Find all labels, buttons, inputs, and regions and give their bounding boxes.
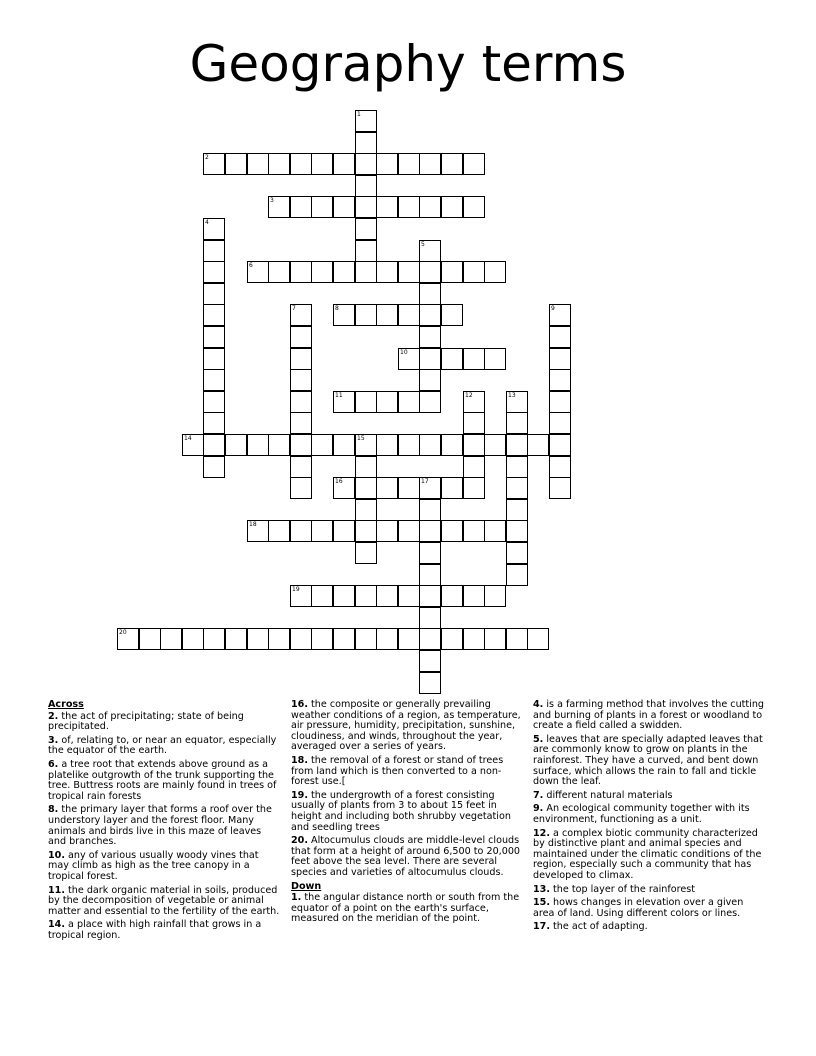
crossword-cell[interactable] [419, 607, 441, 629]
down-clue [533, 804, 767, 825]
crossword-cell[interactable] [247, 434, 269, 456]
crossword-cell[interactable] [419, 564, 441, 586]
crossword-cell[interactable] [398, 304, 420, 326]
crossword-cell[interactable] [506, 520, 528, 542]
crossword-cell[interactable] [376, 304, 398, 326]
clue-number: 9. [533, 803, 544, 815]
crossword-cell[interactable] [419, 650, 441, 672]
crossword-cell[interactable] [203, 283, 225, 305]
clue-number: 6. [48, 758, 59, 770]
clue-text: of, relating to, or near an equator, especially the equator of the earth. [48, 734, 277, 757]
crossword-cell[interactable] [463, 412, 485, 434]
crossword-cell[interactable] [506, 564, 528, 586]
cell-number: 18 [249, 521, 257, 528]
clue-text: different natural materials [543, 789, 673, 801]
clue-column-3 [533, 700, 767, 936]
crossword-cell[interactable] [441, 261, 463, 283]
crossword-cell[interactable] [376, 477, 398, 499]
crossword-cell[interactable] [203, 348, 225, 370]
crossword-cell[interactable] [290, 304, 312, 326]
crossword-cell[interactable] [376, 391, 398, 413]
crossword-cell[interactable] [290, 477, 312, 499]
clue-number: 10. [48, 849, 65, 861]
crossword-cell[interactable] [182, 628, 204, 650]
crossword-cell[interactable] [463, 153, 485, 175]
crossword-cell[interactable] [355, 585, 377, 607]
crossword-cell[interactable] [419, 369, 441, 391]
crossword-cell[interactable] [290, 434, 312, 456]
crossword-cell[interactable] [333, 196, 355, 218]
crossword-cell[interactable] [506, 477, 528, 499]
crossword-cell[interactable] [355, 391, 377, 413]
crossword-cell[interactable] [549, 391, 571, 413]
crossword-cell[interactable] [506, 412, 528, 434]
crossword-cell[interactable] [398, 391, 420, 413]
across-clue [48, 805, 282, 847]
crossword-cell[interactable] [419, 434, 441, 456]
crossword-cell[interactable] [506, 628, 528, 650]
crossword-cell[interactable] [203, 326, 225, 348]
crossword-cell[interactable] [419, 628, 441, 650]
crossword-cell[interactable] [549, 304, 571, 326]
cell-number: 6 [249, 262, 253, 269]
crossword-cell[interactable] [311, 196, 333, 218]
across-clue [48, 760, 282, 802]
clue-text: the primary layer that forms a roof over the understory layer and the forest floor. Many animals and birds live in this maze of leaves and branches. [48, 804, 272, 848]
crossword-cell[interactable] [463, 196, 485, 218]
crossword-cell[interactable] [527, 434, 549, 456]
crossword-cell[interactable] [441, 628, 463, 650]
clue-text: any of various usually woody vines that may climb as high as the tree canopy in a tropical forest. [48, 849, 259, 882]
crossword-cell[interactable] [506, 499, 528, 521]
crossword-cell[interactable] [333, 520, 355, 542]
crossword-cell[interactable] [247, 153, 269, 175]
crossword-cell[interactable] [311, 585, 333, 607]
crossword-cell[interactable] [355, 304, 377, 326]
across-clue-list-continued [291, 700, 525, 879]
crossword-cell[interactable] [484, 628, 506, 650]
page-title: Geography terms [189, 35, 627, 93]
crossword-cell[interactable] [376, 196, 398, 218]
clue-text: the composite or generally prevailing weather conditions of a region, as temperature, air pressure, humidity, precipitation, sunshine, cloudiness, and winds, throughout the year, averaged over a series of years. [291, 699, 521, 753]
clue-number: 2. [48, 710, 59, 722]
crossword-cell[interactable] [203, 240, 225, 262]
crossword-cell[interactable] [376, 585, 398, 607]
down-clue [533, 885, 767, 896]
crossword-cell[interactable] [484, 348, 506, 370]
crossword-cell[interactable] [463, 348, 485, 370]
crossword-cell[interactable] [225, 434, 247, 456]
cell-number: 12 [465, 392, 473, 399]
crossword-cell[interactable] [355, 628, 377, 650]
down-clue [533, 922, 767, 933]
crossword-cell[interactable] [355, 520, 377, 542]
crossword-cell[interactable] [290, 520, 312, 542]
crossword-cell[interactable] [419, 196, 441, 218]
cell-number: 3 [270, 197, 274, 204]
cell-number: 7 [292, 305, 296, 312]
crossword-cell[interactable] [376, 520, 398, 542]
cell-number: 4 [205, 219, 209, 226]
crossword-cell[interactable] [333, 477, 355, 499]
crossword-cell[interactable] [290, 628, 312, 650]
crossword-cell[interactable] [290, 391, 312, 413]
crossword-cell[interactable] [225, 153, 247, 175]
clue-number: 5. [533, 733, 544, 745]
clue-text: the dark organic material in soils, produced by the decomposition of vegetable or animal matter and essential to the fertility of the earth. [48, 884, 280, 917]
crossword-cell[interactable] [419, 326, 441, 348]
clue-number: 8. [48, 804, 59, 816]
clue-text: the act of adapting. [550, 921, 648, 933]
cell-number: 2 [205, 154, 209, 161]
crossword-cell[interactable] [203, 434, 225, 456]
clue-text: the removal of a forest or stand of trees from land which is then converted to a non-forest use.[ [291, 754, 504, 788]
crossword-cell[interactable] [398, 477, 420, 499]
crossword-cell[interactable] [484, 520, 506, 542]
clue-number: 19. [291, 789, 308, 801]
crossword-cell[interactable] [268, 628, 290, 650]
clue-number: 17. [533, 921, 550, 933]
clue-text: leaves that are specially adapted leaves that are commonly know to grow on plants in the rainforest. They have a curved, and bent down surface, which allows the rain to fall and tickle down the leaf. [533, 733, 763, 788]
crossword-cell[interactable] [549, 348, 571, 370]
cell-number: 8 [335, 305, 339, 312]
crossword-cell[interactable] [419, 348, 441, 370]
crossword-cell[interactable] [203, 218, 225, 240]
crossword-cell[interactable] [463, 456, 485, 478]
clue-number: 11. [48, 884, 65, 896]
crossword-cell[interactable] [419, 520, 441, 542]
crossword-cell[interactable] [225, 628, 247, 650]
crossword-cell[interactable] [419, 283, 441, 305]
crossword-cell[interactable] [355, 477, 377, 499]
clue-text: a tree root that extends above ground as a platelike outgrowth of the trunk supporting the tree. Buttress roots are mainly found in trees of tropical rain forests [48, 758, 277, 802]
crossword-cell[interactable] [311, 628, 333, 650]
crossword-cell[interactable] [441, 153, 463, 175]
crossword-cell[interactable] [311, 434, 333, 456]
clue-column-1 [48, 700, 282, 944]
crossword-cell[interactable] [419, 391, 441, 413]
clue-text: the top layer of the rainforest [550, 883, 696, 895]
crossword-cell[interactable] [549, 412, 571, 434]
crossword-cell[interactable] [203, 304, 225, 326]
crossword-cell[interactable] [441, 585, 463, 607]
crossword-cell[interactable] [182, 434, 204, 456]
crossword-cell[interactable] [398, 261, 420, 283]
crossword-cell[interactable] [527, 628, 549, 650]
clue-number: 7. [533, 789, 544, 801]
crossword-cell[interactable] [398, 520, 420, 542]
crossword-cell[interactable] [268, 434, 290, 456]
crossword-cell[interactable] [419, 153, 441, 175]
crossword-cell[interactable] [311, 261, 333, 283]
crossword-cell[interactable] [290, 153, 312, 175]
crossword-cell[interactable] [419, 261, 441, 283]
down-clue-list-continued [533, 700, 767, 933]
crossword-cell[interactable] [355, 218, 377, 240]
clue-number: 4. [533, 699, 544, 710]
clue-text: the undergrowth of a forest consisting usually of plants from 3 to about 15 feet in height and including both shrubby vegetation and seedling trees [291, 789, 511, 833]
crossword-cell[interactable] [268, 196, 290, 218]
crossword-cell[interactable] [484, 261, 506, 283]
cell-number: 11 [335, 392, 343, 399]
clue-text: a place with high rainfall that grows in a tropical region. [48, 919, 262, 941]
crossword-cell[interactable] [441, 520, 463, 542]
across-clue [291, 836, 525, 878]
across-clue [48, 712, 282, 733]
cell-number: 16 [335, 478, 343, 485]
crossword-cell[interactable] [355, 261, 377, 283]
crossword-cell[interactable] [290, 585, 312, 607]
down-clue [533, 735, 767, 788]
crossword-cell[interactable] [355, 196, 377, 218]
cell-number: 13 [508, 392, 516, 399]
down-clue [533, 829, 767, 882]
crossword-cell[interactable] [463, 477, 485, 499]
crossword-cell[interactable] [160, 628, 182, 650]
crossword-cell[interactable] [203, 412, 225, 434]
crossword-cell[interactable] [419, 585, 441, 607]
crossword-cell[interactable] [355, 240, 377, 262]
crossword-cell[interactable] [419, 672, 441, 694]
across-clue [48, 920, 282, 941]
crossword-cell[interactable] [333, 434, 355, 456]
crossword-cell[interactable] [290, 348, 312, 370]
crossword-cell[interactable] [290, 412, 312, 434]
crossword-cell[interactable] [355, 434, 377, 456]
crossword-cell[interactable] [549, 456, 571, 478]
down-clue [533, 700, 767, 732]
crossword-cell[interactable] [333, 628, 355, 650]
clue-column-2 [291, 700, 525, 928]
crossword-cell[interactable] [419, 477, 441, 499]
clue-number: 18. [291, 754, 308, 766]
crossword-cell[interactable] [376, 261, 398, 283]
crossword-cell[interactable] [203, 261, 225, 283]
crossword-cell[interactable] [506, 434, 528, 456]
crossword-cell[interactable] [463, 628, 485, 650]
cell-number: 17 [421, 478, 429, 485]
crossword-cell[interactable] [247, 628, 269, 650]
crossword-cell[interactable] [355, 499, 377, 521]
crossword-cell[interactable] [398, 585, 420, 607]
clue-number: 3. [48, 734, 59, 746]
crossword-cell[interactable] [549, 477, 571, 499]
down-clue-list [291, 893, 525, 925]
clue-number: 14. [48, 919, 65, 931]
crossword-cell[interactable] [398, 153, 420, 175]
clue-number: 13. [533, 883, 550, 895]
across-clue [291, 791, 525, 833]
cell-number: 1 [357, 111, 361, 118]
clue-text: An ecological community together with its environment, functioning as a unit. [533, 803, 750, 825]
down-heading: Down [291, 880, 322, 892]
crossword-cell[interactable] [333, 304, 355, 326]
crossword-cell[interactable] [549, 369, 571, 391]
across-heading: Across [48, 699, 84, 710]
crossword-cell[interactable] [398, 196, 420, 218]
crossword-cell[interactable] [355, 456, 377, 478]
crossword-cell[interactable] [376, 434, 398, 456]
crossword-cell[interactable] [463, 391, 485, 413]
crossword-cell[interactable] [506, 391, 528, 413]
crossword-cell[interactable] [290, 326, 312, 348]
cell-number: 9 [551, 305, 555, 312]
crossword-cell[interactable] [203, 456, 225, 478]
crossword-cell[interactable] [290, 456, 312, 478]
crossword-cell[interactable] [117, 628, 139, 650]
crossword-cell[interactable] [247, 261, 269, 283]
crossword-cell[interactable] [506, 542, 528, 564]
cell-number: 15 [357, 435, 365, 442]
down-clue [533, 898, 767, 919]
crossword-cell[interactable] [398, 348, 420, 370]
crossword-cell[interactable] [419, 304, 441, 326]
clue-text: the act of precipitating; state of being precipitated. [48, 710, 244, 733]
crossword-cell[interactable] [484, 585, 506, 607]
crossword-cell[interactable] [355, 175, 377, 197]
crossword-cell[interactable] [419, 542, 441, 564]
clue-text: a complex biotic community characterized by distinctive plant and animal species and maintained under the climatic conditions of the region, especially such a community that has developed to climax. [533, 827, 762, 881]
cell-number: 20 [119, 629, 127, 636]
clue-text: the angular distance north or south from the equator of a point on the earth's surface, measured on the meridian of the point. [291, 892, 520, 925]
crossword-cell[interactable] [290, 261, 312, 283]
clue-text: hows changes in elevation over a given area of land. Using different colors or lines. [533, 897, 744, 919]
clue-text: is a farming method that involves the cutting and burning of plants in a forest or woodland to create a field called a swidden. [533, 699, 765, 732]
crossword-cell[interactable] [290, 369, 312, 391]
crossword-cell[interactable] [398, 434, 420, 456]
crossword-cell[interactable] [355, 110, 377, 132]
across-clue-list [48, 712, 282, 942]
crossword-cell[interactable] [333, 153, 355, 175]
clue-number: 15. [533, 897, 550, 909]
cell-number: 14 [184, 435, 192, 442]
crossword-cell[interactable] [463, 585, 485, 607]
crossword-cell[interactable] [268, 520, 290, 542]
clue-number: 16. [291, 699, 308, 710]
cell-number: 10 [400, 349, 408, 356]
crossword-cell[interactable] [376, 628, 398, 650]
crossword-cell[interactable] [463, 520, 485, 542]
clue-number: 1. [291, 892, 302, 904]
crossword-cell[interactable] [355, 132, 377, 154]
across-clue [48, 851, 282, 883]
crossword-cell[interactable] [484, 434, 506, 456]
crossword-cell[interactable] [441, 477, 463, 499]
down-clue [291, 893, 525, 925]
crossword-cell[interactable] [398, 628, 420, 650]
crossword-cell[interactable] [139, 628, 161, 650]
crossword-cell[interactable] [506, 456, 528, 478]
crossword-cell[interactable] [419, 499, 441, 521]
crossword-cell[interactable] [268, 153, 290, 175]
crossword-cell[interactable] [268, 261, 290, 283]
crossword-cell[interactable] [463, 261, 485, 283]
down-clue [533, 791, 767, 802]
crossword-cell[interactable] [203, 391, 225, 413]
crossword-cell[interactable] [549, 326, 571, 348]
crossword-cell[interactable] [333, 585, 355, 607]
clue-text: Altocumulus clouds are middle-level clouds that form at a height of around 6,500 to 20,000 feet above the sea level. There are several species and varieties of altocumulus clouds. [291, 835, 521, 878]
across-clue [291, 700, 525, 753]
clue-number: 12. [533, 827, 550, 839]
across-clue [291, 756, 525, 788]
cell-number: 5 [421, 241, 425, 248]
crossword-cell[interactable] [203, 153, 225, 175]
crossword-cell[interactable] [290, 196, 312, 218]
clue-number: 20. [291, 835, 308, 847]
cell-number: 19 [292, 586, 300, 593]
crossword-cell[interactable] [549, 434, 571, 456]
crossword-cell[interactable] [355, 542, 377, 564]
crossword-cell[interactable] [311, 153, 333, 175]
crossword-cell[interactable] [463, 434, 485, 456]
across-clue [48, 886, 282, 918]
crossword-cell[interactable] [441, 304, 463, 326]
crossword-cell[interactable] [333, 261, 355, 283]
crossword-cell[interactable] [441, 196, 463, 218]
crossword-cell[interactable] [203, 369, 225, 391]
crossword-cell[interactable] [441, 348, 463, 370]
crossword-cell[interactable] [419, 240, 441, 262]
crossword-cell[interactable] [311, 520, 333, 542]
crossword-cell[interactable] [355, 153, 377, 175]
crossword-cell[interactable] [247, 520, 269, 542]
across-clue [48, 736, 282, 757]
crossword-cell[interactable] [441, 434, 463, 456]
crossword-cell[interactable] [333, 391, 355, 413]
crossword-cell[interactable] [203, 628, 225, 650]
crossword-cell[interactable] [376, 153, 398, 175]
